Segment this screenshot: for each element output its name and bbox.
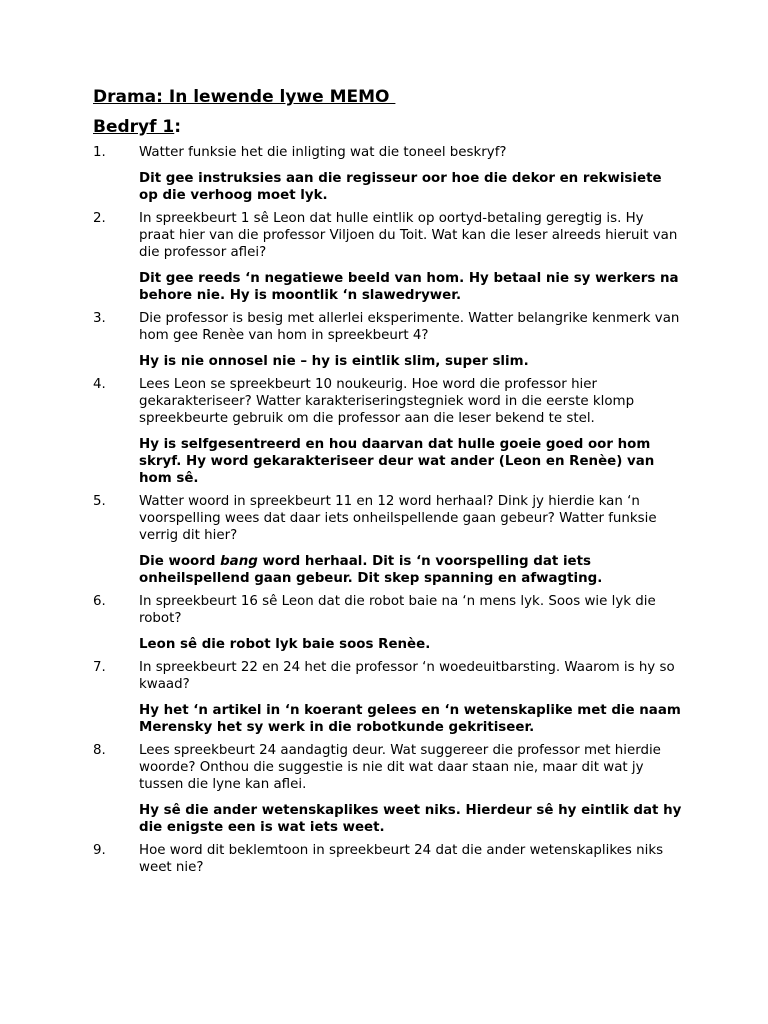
answer-text: Leon sê die robot lyk baie soos Renèe. xyxy=(139,637,431,652)
question-number: 3. xyxy=(93,311,106,326)
question-number: 9. xyxy=(93,843,106,858)
question-number: 1. xyxy=(93,145,106,160)
question-item-9 xyxy=(93,842,683,876)
question-text: Lees Leon se spreekbeurt 10 noukeurig. Hoe word die professor hier gekarakteriseer? Watter karakteriseringstegniek word in die eerste klomp spreekbeurte gebruik om die professor aan die leser bekend te stel. xyxy=(139,377,635,426)
question-item-8 xyxy=(93,742,683,836)
question-item-1 xyxy=(93,144,683,204)
answer-text: Hy sê die ander wetenskaplikes weet niks. Hierdeur sê hy eintlik dat hy die enigste een is wat iets weet. xyxy=(139,803,682,835)
question-text: In spreekbeurt 16 sê Leon dat die robot baie na ‘n mens lyk. Soos wie lyk die robot? xyxy=(139,594,656,626)
question-text: In spreekbeurt 22 en 24 het die professor ‘n woedeuitbarsting. Waarom is hy so kwaad? xyxy=(139,660,675,692)
section-heading-colon: : xyxy=(174,117,182,137)
question-text: Lees spreekbeurt 24 aandagtig deur. Wat suggereer die professor met hierdie woorde? Onthou die suggestie is nie dit wat daar staan nie, maar dit wat jy tussen die lyne kan aflei. xyxy=(139,743,661,792)
memo-document xyxy=(93,86,683,882)
answer-text xyxy=(139,553,683,587)
question-list xyxy=(93,144,683,876)
answer-text: Hy is selfgesentreerd en hou daarvan dat hulle goeie goed oor hom skryf. Hy word gekarakteriseer deur wat ander (Leon en Renèe) van hom sê. xyxy=(139,437,655,486)
question-text: Hoe word dit beklemtoon in spreekbeurt 24 dat die ander wetenskaplikes niks weet nie? xyxy=(139,843,664,875)
question-item-2 xyxy=(93,210,683,304)
question-text: Watter woord in spreekbeurt 11 en 12 word herhaal? Dink jy hierdie kan ‘n voorspelling wees dat daar iets onheilspellende gaan gebeur? Watter funksie verrig dit hier? xyxy=(139,494,657,543)
question-item-7 xyxy=(93,659,683,736)
answer-text-end: word herhaal. Dit is ‘n voorspelling dat iets onheilspellend gaan gebeur. Dit skep spanning en afwagting. xyxy=(139,554,603,586)
question-item-4 xyxy=(93,376,683,487)
answer-emphasis: bang xyxy=(220,554,258,569)
question-text: Watter funksie het die inligting wat die toneel beskryf? xyxy=(139,145,507,160)
answer-text: Dit gee reeds ‘n negatiewe beeld van hom. Hy betaal nie sy werkers na behore nie. Hy is moontlik ‘n slawedrywer. xyxy=(139,271,679,303)
question-text: Die professor is besig met allerlei eksperimente. Watter belangrike kenmerk van hom gee Renèe van hom in spreekbeurt 4? xyxy=(139,311,680,343)
answer-text: Dit gee instruksies aan die regisseur oor hoe die dekor en rekwisiete op die verhoog moet lyk. xyxy=(139,171,662,203)
question-text: In spreekbeurt 1 sê Leon dat hulle eintlik op oortyd-betaling geregtig is. Hy praat hier van die professor Viljoen du Toit. Wat kan die leser alreeds hieruit van die professor aflei? xyxy=(139,211,678,260)
question-number: 2. xyxy=(93,211,106,226)
question-number: 4. xyxy=(93,377,106,392)
document-title: Drama: In lewende lywe MEMO xyxy=(93,87,396,107)
question-number: 6. xyxy=(93,594,106,609)
section-heading-label: Bedryf 1 xyxy=(93,117,175,137)
question-number: 7. xyxy=(93,660,106,675)
question-item-6 xyxy=(93,593,683,653)
question-item-5 xyxy=(93,493,683,587)
section-heading xyxy=(93,116,683,138)
answer-text-start: Die woord xyxy=(139,554,221,569)
question-number: 5. xyxy=(93,494,106,509)
answer-text: Hy is nie onnosel nie – hy is eintlik slim, super slim. xyxy=(139,354,529,369)
question-item-3 xyxy=(93,310,683,370)
question-number: 8. xyxy=(93,743,106,758)
answer-text: Hy het ‘n artikel in ‘n koerant gelees en ‘n wetenskaplike met die naam Merensky het sy werk in die robotkunde gekritiseer. xyxy=(139,703,681,735)
